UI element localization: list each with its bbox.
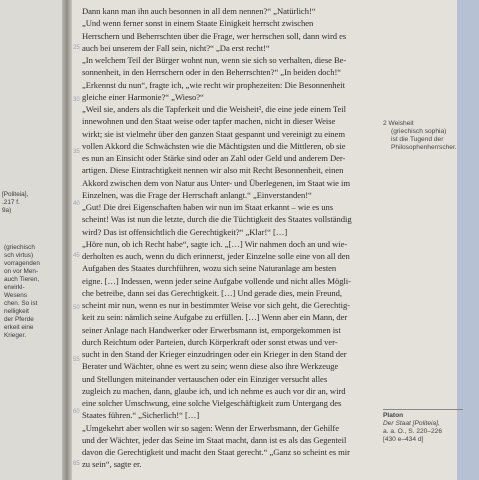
body-line: auch bei unserem der Fall sein, nicht?“ „Da erst recht!“ (82, 43, 270, 53)
footnote-marker: 2 (383, 120, 387, 127)
body-line: che betreibe, dann sei das Gerechtigkeit. […] Und gerade dies, mein Freund, (82, 288, 342, 298)
source-reference: a. a. O., S. 220–226 (383, 428, 443, 435)
left-margin-line: erwirkl- (4, 284, 25, 291)
footnote-line: ist die Tugend der (391, 136, 444, 143)
left-margin-line: auch Tieren, (4, 276, 40, 283)
left-margin-line: [Politeia], (2, 191, 29, 198)
left-margin-line: on vor Men- (4, 268, 39, 275)
body-line: Berater und Wächter, ohne es wert zu sein; wenn diese also ihre Werkzeuge (82, 361, 339, 371)
body-line: derholten es auch, wenn du dich erinnerst, jeder Einzelne solle eine von all den (82, 251, 350, 261)
body-line: und der Wächter, jeder das Seine im Staat macht, dann ist es als das Gegenteil (82, 435, 347, 445)
body-line: „Weil sie, anders als die Tapferkeit und die Weisheit², die eine jede einem Teil (82, 104, 346, 114)
body-line: wirkt; sie ist vielmehr über den ganzen Staat gespannt und vereinigt zu einem (82, 129, 345, 139)
body-line: keit zu sein: nämlich seine Aufgabe zu erfüllen. […] Wenn aber ein Mann, der (82, 312, 348, 322)
line-number: 45 (73, 253, 80, 259)
body-line: „In welchem Teil der Bürger wohnt nun, wenn sie sich so verhalten, diese Be- (82, 55, 347, 65)
line-number: 35 (73, 149, 80, 155)
body-line: Herrschern und Beherrschten über die Frage, wer herrschen soll, dann wird es (82, 31, 347, 41)
left-margin-line: (griechisch (4, 244, 35, 251)
body-line: sonnenheit, in den Herrschern oder in den Beherrschten?“ „In beiden doch!“ (82, 67, 342, 77)
body-line: durch Reichtum oder Parteien, durch Körperkraft oder sonst etwas und ver- (82, 337, 338, 347)
body-line: Einzelnen, was die Frage der Herrschaft anlangt.“ „Einverstanden!“ (82, 190, 312, 200)
body-line: „Gut! Die drei Eigenschaften haben wir nun im Staat erkannt – wie es uns (82, 202, 334, 212)
source-rule (383, 409, 463, 410)
body-line: „Erkennst du nun“, fragte ich, „wie recht wir prophezeiten: Die Besonnenheit (82, 80, 345, 90)
left-margin-line: nelligkeit (4, 308, 29, 315)
book-gutter (62, 0, 72, 480)
source-reference: [430 e–434 d] (383, 436, 424, 443)
body-line: Dann kann man ihn auch besonnen in all dem nennen?“ „Natürlich!“ (82, 6, 316, 16)
body-line: zugleich zu machen, dann, glaube ich, und ich nehme es auch vor dir an, wird (82, 386, 346, 396)
body-line: „Umgekehrt aber wollen wir so sagen: Wenn der Erwerbsmann, der Gehilfe (82, 423, 339, 433)
body-line: davon die Gerechtigkeit und macht den Staat gerecht.“ „Ganz so scheint es mir (82, 447, 350, 457)
line-number: 25 (73, 45, 80, 51)
body-line: gleiche einer Harmonie?“ „Wieso?“ (82, 92, 204, 102)
body-line: Aufgaben des Staates durchführen, wozu sich seine Naturanlage am besten (82, 263, 337, 273)
left-margin-line: .217 f. (2, 199, 20, 206)
left-margin-line: Krieger. (4, 332, 27, 339)
line-number: 50 (73, 305, 80, 311)
body-line: scheint mir nun, wenn es nur in bestimmter Weise vor sich geht, die Gerechtig- (82, 300, 351, 310)
body-line: und Stellungen miteinander vertauschen oder ein Einziger versucht alles (82, 374, 328, 384)
body-line: „Und wenn ferner sonst in einem Staate Einigkeit herrscht zwischen (82, 18, 314, 28)
body-line: eine solcher Umschwung, eine solche Vielgeschäftigkeit zum Untergang des (82, 398, 342, 408)
left-margin-line: Wesens (4, 292, 27, 299)
source-title: Der Staat [Politeia], (383, 420, 440, 427)
source-author: Platon (383, 412, 404, 419)
left-margin-line: erkeit eine (4, 324, 34, 331)
line-number: 30 (73, 97, 80, 103)
left-margin-line: 9a) (2, 207, 12, 214)
left-margin-line: vorragenden (4, 260, 40, 267)
body-line: es nun an Einsicht oder Stärke sind oder an Zahl oder Geld und anderem Der- (82, 153, 346, 163)
chapter-tab-strip (457, 0, 479, 480)
body-line: Staates führen.“ „Sicherlich!“ […] (82, 410, 200, 420)
body-line: innewohnen und den Staat weise oder tapfer machen, nicht in dieser Weise (82, 116, 336, 126)
body-line: seiner Anlage nach Handwerker oder Erwerbsmann ist, emporgekommen ist (82, 325, 341, 335)
body-line: vollen Akkord die Schwächsten wie die Mächtigsten und die Mittleren, ob sie (82, 141, 346, 151)
body-line: scheint! Was ist nun die letzte, durch die die Tüchtigkeit des Staates vollständig (82, 214, 352, 224)
left-page (0, 0, 64, 480)
left-margin-line: der Pferde (4, 316, 34, 323)
line-number: 65 (73, 461, 80, 467)
left-margin-line: chen. So ist (4, 300, 38, 307)
body-line: eigne. […] Indessen, wenn jeder seine Aufgabe vollende und nicht alles Mögli- (82, 276, 351, 286)
footnote (383, 120, 414, 128)
body-line: sucht in den Stand der Krieger einzudringen oder ein Krieger in den Stand der (82, 349, 347, 359)
body-line: „Höre nun, ob ich Recht habe“, sagte ich. „[…] Wir nahmen doch an und wie- (82, 239, 348, 249)
body-line: artigen. Diese Eintrachtigkeit nennen wir also mit Recht Besonnenheit, einen (82, 165, 344, 175)
body-line: wird? Das ist offensichtlich die Gerechtigkeit?“ „Klar!“ […] (82, 227, 288, 237)
footnote-line: Philosophenherrscher. (391, 144, 457, 151)
footnote-label: Weisheit (388, 120, 414, 127)
line-number: 60 (73, 409, 80, 415)
line-number: 40 (73, 201, 80, 207)
footnote-line: (griechisch sophia) (391, 128, 447, 135)
left-margin-line: sch virtus) (4, 252, 34, 259)
body-line: zu sein“, sagte er. (82, 459, 142, 469)
body-line: Akkord zwischen dem von Natur aus Unter- und Überlegenen, im Staat wie im (82, 178, 351, 188)
line-number: 55 (73, 357, 80, 363)
